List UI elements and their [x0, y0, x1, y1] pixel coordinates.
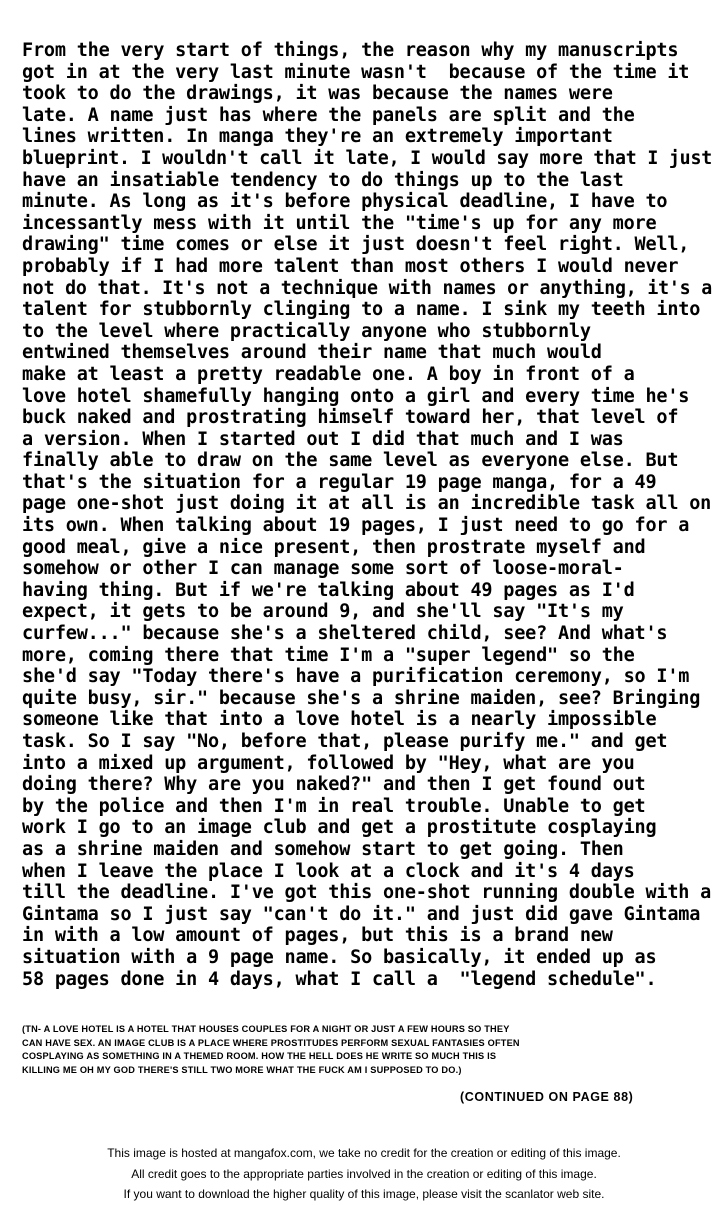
- body-text-line: incessantly mess with it until the "time's up for any more: [22, 212, 657, 234]
- body-text-line: curfew..." because she's a sheltered child, see? And what's: [22, 623, 668, 645]
- body-text-line: in with a low amount of pages, but this is a brand new: [22, 925, 613, 947]
- body-text-line: finally able to draw on the same level as everyone else. But: [22, 450, 679, 472]
- body-text-line: not do that. It's not a technique with names or anything, it's a: [22, 277, 713, 299]
- body-text-line: that's the situation for a regular 19 page manga, for a 49: [22, 471, 657, 493]
- body-text-line: a version. When I started out I did that much and I was: [22, 428, 624, 450]
- body-text-line: having thing. But if we're talking about 49 pages as I'd: [22, 579, 635, 601]
- body-text-line: more, coming there that time I'm a "super legend" so the: [22, 644, 635, 666]
- body-text-line: expect, it gets to be around 9, and she'll say "It's my: [22, 601, 624, 623]
- translator-note-line: COSPLAYING AS SOMETHING IN A THEMED ROOM. HOW THE HELL DOES HE WRITE SO MUCH THIS IS: [22, 1051, 497, 1061]
- body-text-line: blueprint. I wouldn't call it late, I would say more that I just: [22, 147, 713, 169]
- body-text-line: make at least a pretty readable one. A boy in front of a: [22, 363, 635, 385]
- body-text-line: quite busy, sir." because she's a shrine maiden, see? Bringing: [22, 687, 701, 709]
- body-text-line: into a mixed up argument, followed by "Hey, what are you: [22, 752, 635, 774]
- body-text-line: by the police and then I'm in real trouble. Unable to get: [22, 795, 646, 817]
- hosting-credit-footer: [0, 1143, 728, 1205]
- body-text-line: minute. As long as it's before physical deadline, I have to: [22, 191, 668, 213]
- body-text-line: its own. When talking about 19 pages, I just need to go for a: [22, 515, 690, 537]
- body-text-line: From the very start of things, the reason why my manuscripts: [22, 40, 679, 61]
- credit-line: All credit goes to the appropriate parties involved in the creation or editing of this image.: [131, 1166, 597, 1181]
- body-text-line: she'd say "Today there's have a purification ceremony, so I'm: [22, 666, 690, 688]
- translator-note: [22, 1023, 712, 1077]
- body-text: [22, 40, 712, 990]
- translator-note-line: (TN- A LOVE HOTEL IS A HOTEL THAT HOUSES COUPLES FOR A NIGHT OR JUST A FEW HOURS SO THEY: [22, 1024, 510, 1034]
- body-text-line: task. So I say "No, before that, please purify me." and get: [22, 731, 668, 752]
- body-text-line: situation with a 9 page name. So basically, it ended up as: [22, 946, 657, 968]
- body-text-line: 58 pages done in 4 days, what I call a "legend schedule".: [22, 968, 657, 990]
- body-text-line: got in at the very last minute wasn't because of the time it: [22, 61, 690, 83]
- translator-note-line: KILLING ME OH MY GOD THERE'S STILL TWO MORE WHAT THE FUCK AM I SUPPOSED TO DO.): [22, 1064, 462, 1075]
- body-text-line: when I leave the place I look at a clock and it's 4 days: [22, 860, 635, 882]
- body-text-line: lines written. In manga they're an extremely important: [22, 126, 613, 148]
- body-text-line: took to do the drawings, it was because the names were: [22, 83, 613, 105]
- body-text-line: to the level where practically anyone who stubbornly: [22, 320, 591, 342]
- body-text-line: buck naked and prostrating himself toward her, that level of: [22, 407, 679, 429]
- body-text-line: someone like that into a love hotel is a nearly impossible: [22, 709, 657, 731]
- body-text-line: entwined themselves around their name that much would: [22, 342, 602, 364]
- translator-note-line: CAN HAVE SEX. AN IMAGE CLUB IS A PLACE WHERE PROSTITUDES PERFORM SEXUAL FANTASIES OFTEN: [22, 1037, 520, 1048]
- body-text-line: probably if I had more talent than most others I would never: [22, 255, 679, 277]
- credit-line: If you want to download the higher quality of this image, please visit the scanlator web site.: [123, 1187, 605, 1201]
- continued-on-page-label: (CONTINUED ON PAGE 88): [460, 1090, 634, 1104]
- body-text-line: doing there? Why are you naked?" and then I get found out: [22, 774, 646, 796]
- body-text-line: as a shrine maiden and somehow start to get going. Then: [22, 838, 624, 860]
- body-text-line: love hotel shamefully hanging onto a girl and every time he's: [22, 385, 690, 407]
- body-text-line: good meal, give a nice present, then prostrate myself and: [22, 536, 646, 558]
- body-text-line: work I go to an image club and get a prostitute cosplaying: [22, 817, 657, 839]
- body-text-line: drawing" time comes or else it just doesn't feel right. Well,: [22, 234, 690, 256]
- body-text-line: talent for stubbornly clinging to a name. I sink my teeth into: [22, 299, 701, 321]
- credit-line: This image is hosted at mangafox.com, we take no credit for the creation or editing of this image.: [107, 1146, 621, 1160]
- body-text-line: have an insatiable tendency to do things up to the last: [22, 169, 624, 191]
- body-text-line: Gintama so I just say "can't do it." and just did gave Gintama: [22, 903, 701, 925]
- body-text-line: somehow or other I can manage some sort of loose-moral-: [22, 558, 624, 580]
- body-text-line: late. A name just has where the panels are split and the: [22, 104, 635, 126]
- body-text-line: till the deadline. I've got this one-shot running double with a: [22, 882, 712, 904]
- body-text-line: page one-shot just doing it at all is an incredible task all on: [22, 493, 712, 515]
